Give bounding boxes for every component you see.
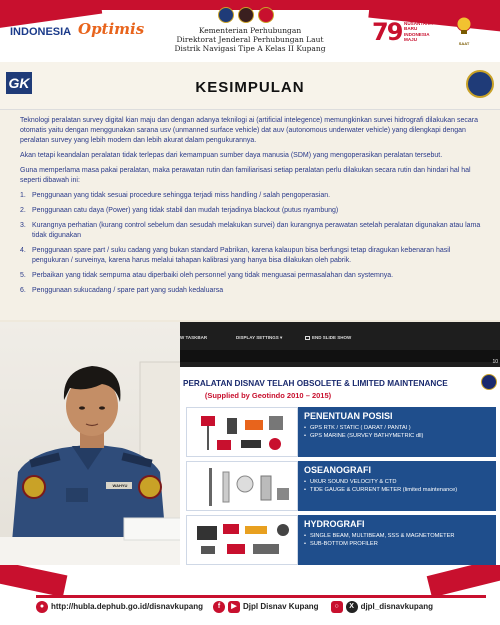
category-hydrography bbox=[186, 515, 496, 565]
list-number: 4. bbox=[20, 247, 26, 254]
website-link[interactable]: http://hubla.dephub.go.id/disnavkupang bbox=[51, 602, 203, 611]
category-item: • TIDE GAUGE & CURRENT METER (limited maintenance) bbox=[304, 486, 490, 494]
category-title: HYDROGRAFI bbox=[304, 519, 365, 529]
category-oceanography bbox=[186, 461, 496, 511]
lightbulb-icon bbox=[455, 16, 473, 36]
globe-icon: ● bbox=[36, 601, 48, 613]
list-item bbox=[20, 286, 484, 296]
instagram-x-handle[interactable]: djpl_disnavkupang bbox=[360, 602, 434, 611]
youtube-icon: ▶ bbox=[228, 601, 240, 613]
category-positioning bbox=[186, 407, 496, 457]
ri79-line: BARU bbox=[404, 26, 418, 32]
ri79-logo-text bbox=[404, 21, 433, 43]
page-title: KESIMPULAN bbox=[195, 79, 305, 96]
broadcast-header bbox=[0, 0, 500, 62]
document-body bbox=[0, 110, 500, 320]
optimis-logo: Optimis bbox=[78, 20, 145, 38]
slideshow-window bbox=[180, 322, 500, 565]
document-header bbox=[0, 62, 500, 110]
paragraph: Teknologi peralatan survey digital kian maju dan dengan adanya teknilogi ai (artificial intelegence) memungkinkan survei hidrografi dilakukan secara otomatis yaitu dengan menggunakan sarana usv (unmanned surface vehicle) dat auv (autonomous underwater vehicle) yang dilengkapi dengan peralatan survey yang lebih modern dan lebih akurat dalam pengukurannya. bbox=[20, 117, 478, 144]
category-list bbox=[304, 424, 490, 440]
hubla-seal-icon bbox=[238, 7, 254, 23]
list-item bbox=[20, 246, 484, 266]
broadcast-footer bbox=[0, 565, 500, 625]
dephub-emblem-icon bbox=[481, 374, 497, 390]
instagram-icon: ○ bbox=[331, 601, 343, 613]
slide-subtitle: (Supplied by Geotindo 2010 – 2015) bbox=[204, 391, 332, 400]
saat-logo bbox=[452, 16, 476, 46]
slideshow-toolbar bbox=[180, 322, 500, 367]
category-item: • SUB-BOTTOM PROFILER bbox=[304, 540, 490, 548]
list-number: 1. bbox=[20, 192, 26, 199]
gk-logo: GK bbox=[6, 72, 32, 94]
disnav-seal-icon bbox=[258, 7, 274, 23]
paragraph: Guna memperlama masa pakai peralatan, maka perawatan rutin dan familiarisasi setiap peralatan perlu dilakukan secara rutin dan hindari hal hal seperti dibawah ini: bbox=[20, 167, 471, 184]
end-slide-show-button[interactable] bbox=[305, 335, 351, 340]
category-list bbox=[304, 532, 490, 548]
list-text: Penggunaan yang tidak sesuai procedure sehingga terjadi miss handling / salah pengoperasian. bbox=[32, 192, 331, 199]
footer-red-swoosh-right bbox=[427, 565, 500, 598]
category-item: • UKUR SOUND VELOCITY & CTD bbox=[304, 478, 490, 486]
list-number: 3. bbox=[20, 222, 26, 229]
list-text: Penggunaan spare part / suku cadang yang bukan standard Pabrikan, karena kalaupun bisa berfungsi tetap diragukan kebenaran hasil pengukuran / surveinya, karena harus melalui tahapan kalibrasi yang hanya bisa dilakukan oleh pabrik. bbox=[32, 247, 451, 264]
organization-name bbox=[150, 26, 350, 53]
org-line-ministry: Kementerian Perhubungan bbox=[198, 26, 302, 35]
gps-equipment-image bbox=[186, 407, 298, 457]
dephub-emblem-icon bbox=[466, 70, 494, 98]
ri79-line: NUSANTARA bbox=[404, 21, 433, 26]
oceanography-equipment-image bbox=[186, 461, 298, 511]
slide-number: 10 bbox=[492, 359, 498, 365]
presenter-name-tag: WAHYU bbox=[112, 483, 128, 488]
category-item: • SINGLE BEAM, MULTIBEAM, SSS & MAGNETOMETER bbox=[304, 532, 490, 540]
paragraph: Akan tetapi keandalan peralatan tidak terlepas dari kemampuan sumber daya manusia (SDM) yang mengoperasikan peralatan tersebut. bbox=[20, 152, 443, 159]
end-show-icon bbox=[305, 336, 310, 340]
slide-title: PERALATAN DISNAV TELAH OBSOLETE & LIMITED MAINTENANCE bbox=[183, 379, 448, 388]
list-text: Penggunaan sukucadang / spare part yang sudah kedaluarsa bbox=[32, 287, 224, 294]
end-show-label: END SLIDE SHOW bbox=[312, 335, 352, 340]
category-title: PENENTUAN POSISI bbox=[304, 411, 393, 421]
category-list bbox=[304, 478, 490, 494]
list-number: 5. bbox=[20, 272, 26, 279]
category-info-box bbox=[298, 515, 496, 565]
indonesia-logo: INDONESIA bbox=[10, 26, 72, 38]
dephub-seal-icon bbox=[218, 7, 234, 23]
list-item bbox=[20, 271, 484, 281]
org-line-district: Distrik Navigasi Tipe A Kelas II Kupang bbox=[174, 44, 326, 53]
list-item bbox=[20, 206, 484, 216]
conclusion-list bbox=[20, 191, 484, 296]
category-info-box bbox=[298, 407, 496, 457]
category-item: • GPS RTK / STATIC ( DARAT / PANTAI ) bbox=[304, 424, 490, 432]
slideshow-navbar bbox=[180, 350, 500, 362]
ri79-line: MAJU bbox=[404, 37, 418, 43]
show-taskbar-button[interactable]: W TASKBAR bbox=[180, 335, 208, 340]
hydrography-devices-icon bbox=[187, 516, 299, 565]
presenter-webcam bbox=[0, 322, 182, 565]
list-item bbox=[20, 221, 484, 241]
list-text: Kurangnya perhatian (kurang control sebelum dan sesudah melakukan survei) dan kurangnya perawatan setelah peralatan digunakan atau lama tidak digunakan bbox=[32, 222, 481, 239]
presenter-figure bbox=[0, 322, 182, 565]
saat-label: SAAT bbox=[458, 41, 470, 46]
category-info-box bbox=[298, 461, 496, 511]
x-twitter-icon: X bbox=[346, 601, 358, 613]
footer-red-swoosh-left bbox=[0, 565, 67, 597]
ministry-seals bbox=[218, 7, 274, 23]
ri79-logo-number: 79 bbox=[372, 18, 402, 46]
social-media-bar bbox=[36, 595, 486, 615]
list-text: Perbaikan yang tidak sempurna atau diperbaiki oleh personnel yang tidak menguasai permasalahan dan systemnya. bbox=[32, 272, 394, 279]
list-item bbox=[20, 191, 484, 201]
category-title: OSEANOGRAFI bbox=[304, 465, 372, 475]
facebook-icon: f bbox=[213, 601, 225, 613]
org-line-directorate: Direktorat Jenderal Perhubungan Laut bbox=[176, 35, 324, 44]
ri79-line: INDONESIA bbox=[404, 31, 430, 37]
display-settings-button[interactable]: DISPLAY SETTINGS ▾ bbox=[236, 335, 283, 340]
list-number: 2. bbox=[20, 207, 26, 214]
oceanography-devices-icon bbox=[187, 462, 299, 512]
hydrography-equipment-image bbox=[186, 515, 298, 565]
facebook-youtube-handle[interactable]: Djpl Disnav Kupang bbox=[243, 602, 319, 611]
list-number: 6. bbox=[20, 287, 26, 294]
list-text: Penggunaan catu daya (Power) yang tidak stabil dan mudah terjadinya blackout (putus nyambung) bbox=[32, 207, 339, 214]
gps-devices-icon bbox=[187, 408, 299, 458]
category-item: • GPS MARINE (SURVEY BATHYMETRIC dll) bbox=[304, 432, 490, 440]
